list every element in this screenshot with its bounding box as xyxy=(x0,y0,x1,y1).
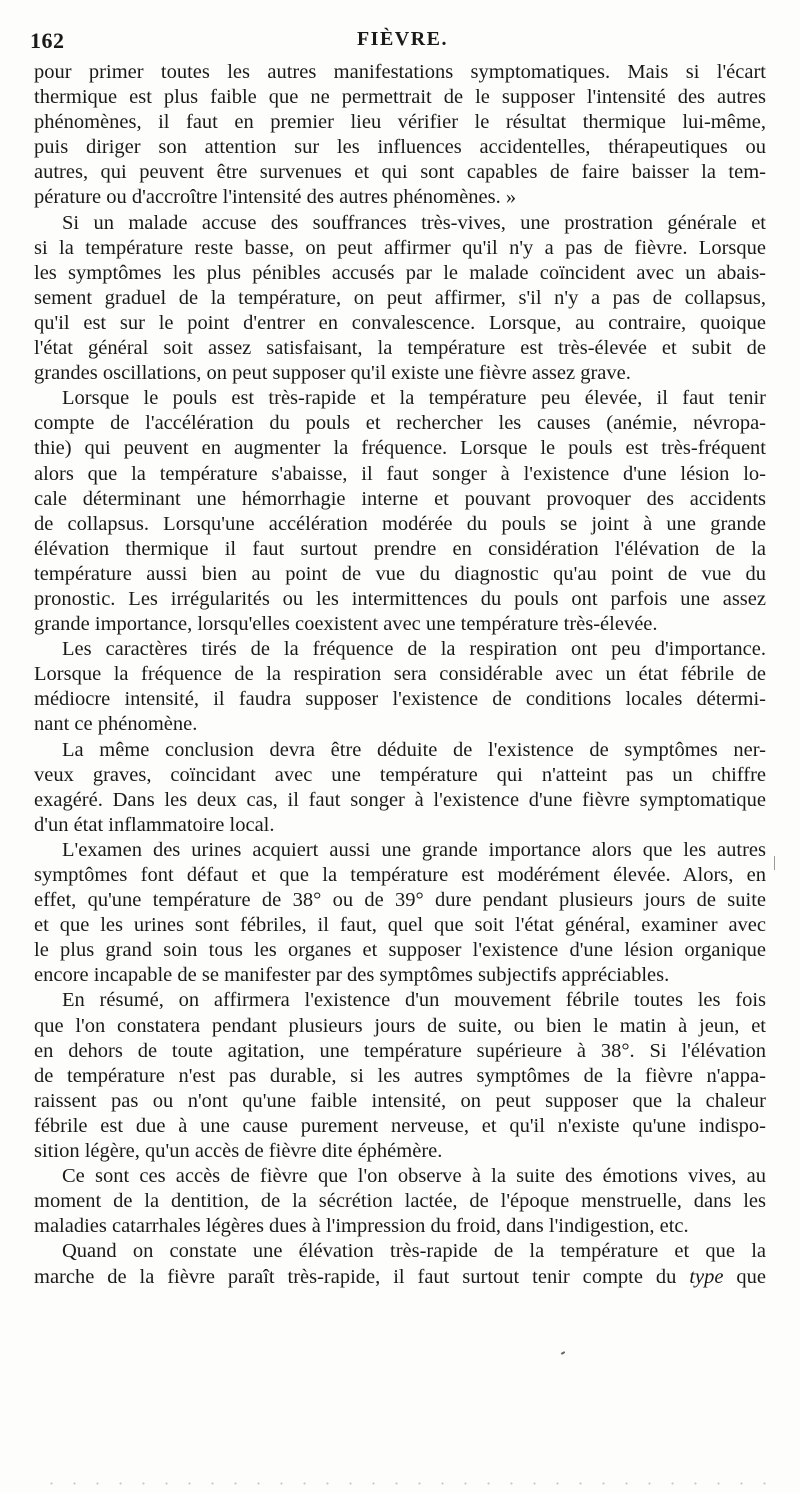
text-line: compte de l'accélération du pouls et rechercher les causes (anémie, névropa- xyxy=(34,412,766,435)
text-line: pronostic. Les irrégularités ou les intermittences du pouls ont parfois une assez xyxy=(34,587,766,610)
text-line: Lorsque la fréquence de la respiration sera considérable avec un état fébrile de xyxy=(34,663,766,686)
text-line: pour primer toutes les autres manifestations symptomatiques. Mais si l'écart xyxy=(34,61,766,83)
text-line: Quand on constate une élévation très-rapide de la température et que la xyxy=(62,1240,766,1263)
text-line: élévation thermique il faut surtout prendre en considération l'élévation de la xyxy=(34,537,766,560)
text-line-final xyxy=(34,1265,766,1290)
text-line: effet, qu'une température de 38° ou de 39° dure pendant plusieurs jours de suite xyxy=(34,889,766,912)
text-line: moment de la dentition, de la sécrétion lactée, de l'époque menstruelle, dans les xyxy=(34,1190,766,1213)
text-line: de température n'est pas durable, si les autres symptômes de la fièvre n'appa- xyxy=(34,1064,766,1087)
text-line: veux graves, coïncidant avec une température qui n'atteint pas un chiffre xyxy=(34,763,766,786)
body-text xyxy=(34,60,766,1290)
text-line: les symptômes les plus pénibles accusés par le malade coïncident avec un abais- xyxy=(34,261,766,284)
text-line: Ce sont ces accès de fièvre que l'on observe à la suite des émotions vives, au xyxy=(62,1165,766,1188)
text-line: thie) qui peuvent en augmenter la fréquence. Lorsque le pouls est très-fréquent xyxy=(34,437,766,460)
text-line: Les caractères tirés de la fréquence de la respiration ont peu d'importance. xyxy=(62,638,766,661)
text-line: En résumé, on affirmera l'existence d'un mouvement fébrile toutes les fois xyxy=(62,989,766,1012)
page-number: 162 xyxy=(30,28,65,53)
text-line: que l'on constatera pendant plusieurs jours de suite, ou bien le matin à jeun, et xyxy=(34,1014,766,1037)
text-line: exagéré. Dans les deux cas, il faut songer à l'existence d'une fièvre symptomatique xyxy=(34,788,766,811)
text-line: grandes oscillations, on peut supposer qu'il existe une fièvre assez grave. xyxy=(34,362,631,385)
stray-mark xyxy=(561,1351,565,1355)
text-line: nant ce phénomène. xyxy=(34,713,198,736)
text-line: La même conclusion devra être déduite de l'existence de symptômes ner- xyxy=(62,738,766,761)
text-line: qu'il est sur le point d'entrer en convalescence. Lorsque, au contraire, quoique xyxy=(34,311,766,334)
text-line: l'état général soit assez satisfaisant, la température est très-élevée et subit de xyxy=(34,337,766,360)
text-line: puis diriger son attention sur les influences accidentelles, thérapeutiques ou xyxy=(34,136,766,159)
text-line: maladies catarrhales légères dues à l'impression du froid, dans l'indigestion, etc. xyxy=(34,1215,689,1238)
text-line: symptômes font défaut et que la température est modérément élevée. Alors, en xyxy=(34,864,766,886)
italic-word: type xyxy=(689,1265,724,1288)
scan-noise xyxy=(40,1482,770,1485)
text-line: pérature ou d'accroître l'intensité des autres phénomènes. » xyxy=(34,186,517,209)
text-line: encore incapable de se manifester par des symptômes subjectifs appréciables. xyxy=(34,964,670,987)
text-line: thermique est plus faible que ne permettrait de le supposer l'intensité des autres xyxy=(34,86,766,109)
text-line: en dehors de toute agitation, une température supérieure à 38°. Si l'élévation xyxy=(34,1039,766,1062)
text-line: d'un état inflammatoire local. xyxy=(34,813,275,836)
final-line-text: marche de la fièvre paraît très-rapide, il faut surtout tenir compte du xyxy=(34,1265,677,1288)
text-line: le plus grand soin tous les organes et supposer l'existence d'une lésion organique xyxy=(34,939,766,962)
text-line: sition légère, qu'un accès de fièvre dite éphémère. xyxy=(34,1140,443,1163)
running-title: FIÈVRE. xyxy=(356,28,449,50)
text-line: alors que la température s'abaisse, il faut songer à l'existence d'une lésion lo- xyxy=(34,462,766,485)
text-line: médiocre intensité, il faudra supposer l'existence de conditions locales détermi- xyxy=(34,688,766,711)
text-line: de collapsus. Lorsqu'une accélération modérée du pouls se joint à une grande xyxy=(34,512,766,535)
text-line: autres, qui peuvent être survenues et qui sont capables de faire baisser la tem- xyxy=(34,161,766,184)
text-line: L'examen des urines acquiert aussi une grande importance alors que les autres xyxy=(62,838,766,861)
final-line-tail: que xyxy=(723,1265,766,1288)
margin-mark xyxy=(774,856,775,870)
text-line: sement graduel de la température, on peut affirmer, s'il n'y a pas de collapsus, xyxy=(34,286,766,309)
text-line: si la température reste basse, on peut affirmer qu'il n'y a pas de fièvre. Lorsque xyxy=(34,236,766,259)
text-line: grande importance, lorsqu'elles coexistent avec une température très-élevée. xyxy=(34,613,658,636)
text-line: phénomènes, il faut en premier lieu vérifier le résultat thermique lui-même, xyxy=(34,111,766,134)
text-line: cale déterminant une hémorrhagie interne et pouvant provoquer des accidents xyxy=(34,487,766,510)
text-line: température aussi bien au point de vue du diagnostic qu'au point de vue du xyxy=(34,562,766,585)
text-line: fébrile est due à une cause purement nerveuse, et qu'il n'existe qu'une indispo- xyxy=(34,1114,766,1137)
text-line: raissent pas ou n'ont qu'une faible intensité, on peut supposer que la chaleur xyxy=(34,1089,766,1112)
page-header xyxy=(30,28,775,58)
text-line: et que les urines sont fébriles, il faut, quel que soit l'état général, examiner avec xyxy=(34,914,766,937)
text-line: Lorsque le pouls est très-rapide et la température peu élevée, il faut tenir xyxy=(62,387,766,410)
text-line: Si un malade accuse des souffrances très-vives, une prostration générale et xyxy=(62,211,766,234)
